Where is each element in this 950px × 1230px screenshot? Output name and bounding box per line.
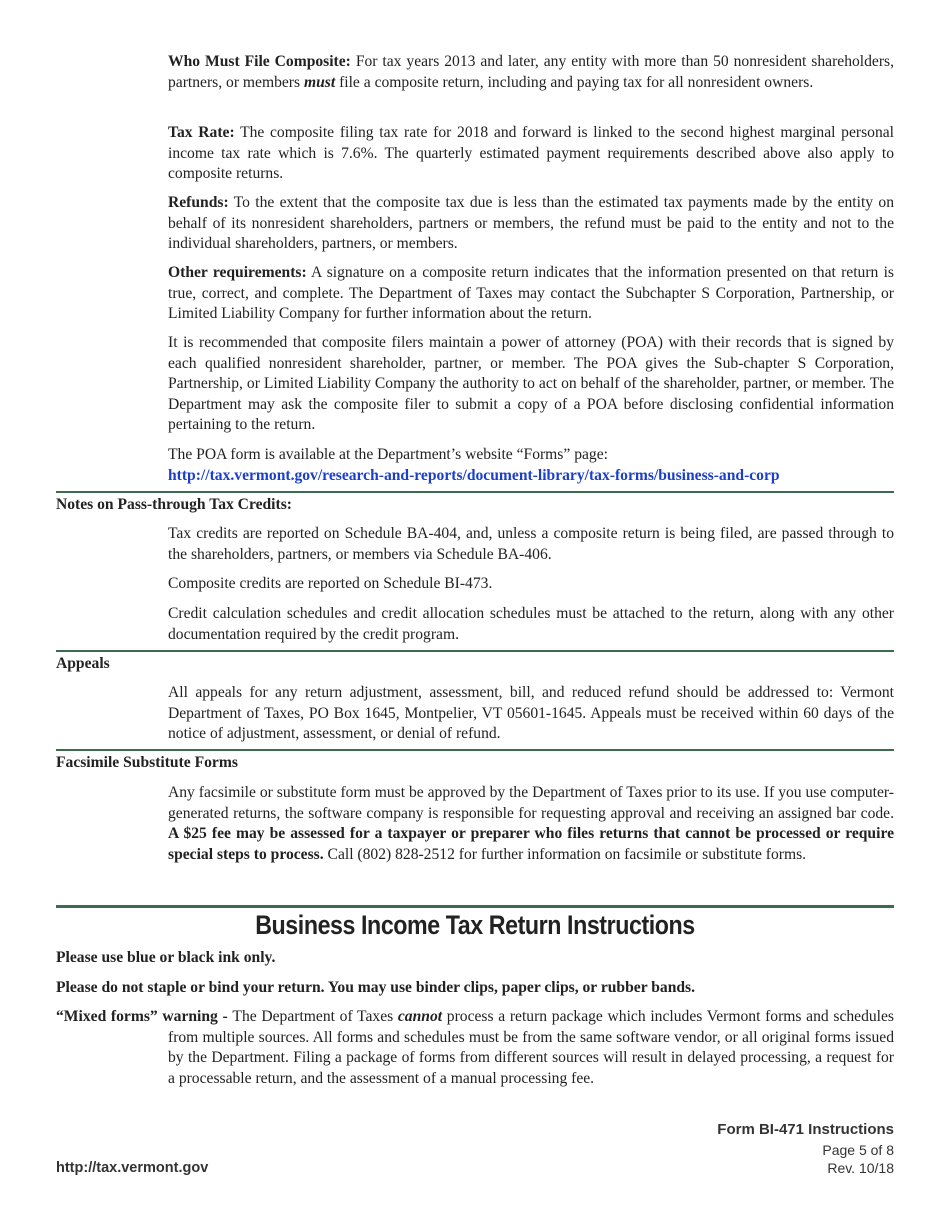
who-must-file-label: Who Must File Composite: [168, 53, 351, 70]
facsimile-section-heading: Facsimile Substitute Forms [56, 754, 238, 771]
other-requirements-label: Other requirements: [168, 264, 307, 281]
who-must-file-text-end: file a composite return, including and paying tax for all nonresident owners. [335, 73, 814, 91]
tax-rate-label: Tax Rate: [168, 124, 235, 141]
mixed-forms-warning [56, 1007, 894, 1089]
facsimile-paragraph [168, 783, 894, 865]
who-must-file-paragraph [168, 52, 894, 93]
section-divider [56, 491, 894, 493]
mixed-forms-text-end: process a return package which includes Vermont forms and schedules from multiple sources. All forms and schedules must be from the same software vendor, or all original forms issued by the Department. Filing a package of forms from different sources will result in delayed processing, a request for a processable return, and the assessment of a manual processing fee. [168, 1008, 895, 1087]
poa-recommendation-paragraph: It is recommended that composite filers maintain a power of attorney (POA) with their records that is signed by each qualified nonresident shareholder, partner, or member. The POA gives the Sub-chapter S Corporation, Partnership, or Limited Liability Company the authority to act on behalf of the shareholder, partner, or member. The Department may ask the composite filer to submit a copy of a POA before disclosing confidential information pertaining to the return. [168, 334, 894, 433]
credits-paragraph-3: Credit calculation schedules and credit allocation schedules must be attached to the return, along with any other documentation required by the credit program. [168, 605, 894, 643]
instructions-title: Business Income Tax Return Instructions [255, 910, 695, 940]
poa-form-text: The POA form is available at the Department’s website “Forms” page: [168, 446, 608, 463]
poa-forms-link[interactable]: http://tax.vermont.gov/research-and-reports/document-library/tax-forms/business-and-corp [168, 466, 780, 484]
facsimile-text-end: Call (802) 828-2512 for further information on facsimile or substitute forms. [323, 845, 807, 863]
credits-paragraph-2: Composite credits are reported on Schedule BI-473. [168, 575, 493, 592]
mixed-forms-label: “Mixed forms” warning - [56, 1008, 233, 1025]
credits-paragraph-1: Tax credits are reported on Schedule BA-404, and, unless a composite return is being filed, are passed through to the shareholders, partners, or members via Schedule BA-406. [168, 525, 894, 563]
who-must-file-text: For tax years 2013 and later, any entity with more than 50 nonresident shareholders, partners, or members [168, 53, 894, 91]
mixed-forms-text: The Department of Taxes [232, 1008, 398, 1025]
appeals-paragraph: All appeals for any return adjustment, assessment, bill, and reduced refund should be addressed to: Vermont Department of Taxes, PO Box 1645, Montpelier, VT 05601-1645. Appeals must be received within 60 days of the notice of adjustment, assessment, or denial of refund. [168, 684, 894, 742]
who-must-file-emphasis: must [303, 73, 336, 91]
footer-page-number: Page 5 of 8 [822, 1142, 894, 1158]
footer-revision: Rev. 10/18 [827, 1160, 894, 1176]
footer-website-link[interactable]: http://tax.vermont.gov [56, 1160, 209, 1176]
section-divider [56, 650, 894, 652]
credits-section-heading: Notes on Pass-through Tax Credits: [56, 496, 292, 513]
other-requirements-paragraph [168, 263, 894, 325]
facsimile-text: Any facsimile or substitute form must be approved by the Department of Taxes prior to its use. If you use computer-generated returns, the software company is responsible for requesting approval and receiving an assigned bar code. [168, 784, 894, 822]
mixed-forms-emphasis: cannot [397, 1008, 443, 1025]
ink-instruction: Please use blue or black ink only. [56, 949, 276, 966]
other-requirements-text: A signature on a composite return indicates that the information presented on that return is true, correct, and complete. The Department of Taxes may contact the Subchapter S Corporation, Partnership, or Limited Liability Company for further information about the return. [168, 264, 894, 322]
refunds-label: Refunds: [168, 194, 229, 211]
refunds-text: To the extent that the composite tax due is less than the estimated tax payments made by the entity on behalf of its nonresident shareholders, partners or members, the refund must be paid to the entity and not to the individual shareholders, partners, or members. [168, 194, 894, 252]
section-divider [56, 749, 894, 751]
staple-instruction: Please do not staple or bind your return. You may use binder clips, paper clips, or rubber bands. [56, 979, 696, 996]
poa-form-paragraph [168, 445, 894, 486]
appeals-section-heading: Appeals [56, 655, 110, 672]
tax-rate-text: The composite filing tax rate for 2018 and forward is linked to the second highest marginal personal income tax rate which is 7.6%. The quarterly estimated payment requirements described above also apply to composite returns. [168, 124, 894, 182]
facsimile-fee-warning: A $25 fee may be assessed for a taxpayer or preparer who files returns that cannot be processed or require special steps to process. [168, 825, 894, 863]
footer-form-name: Form BI-471 Instructions [717, 1121, 894, 1138]
tax-rate-paragraph [168, 123, 894, 185]
refunds-paragraph [168, 193, 894, 255]
